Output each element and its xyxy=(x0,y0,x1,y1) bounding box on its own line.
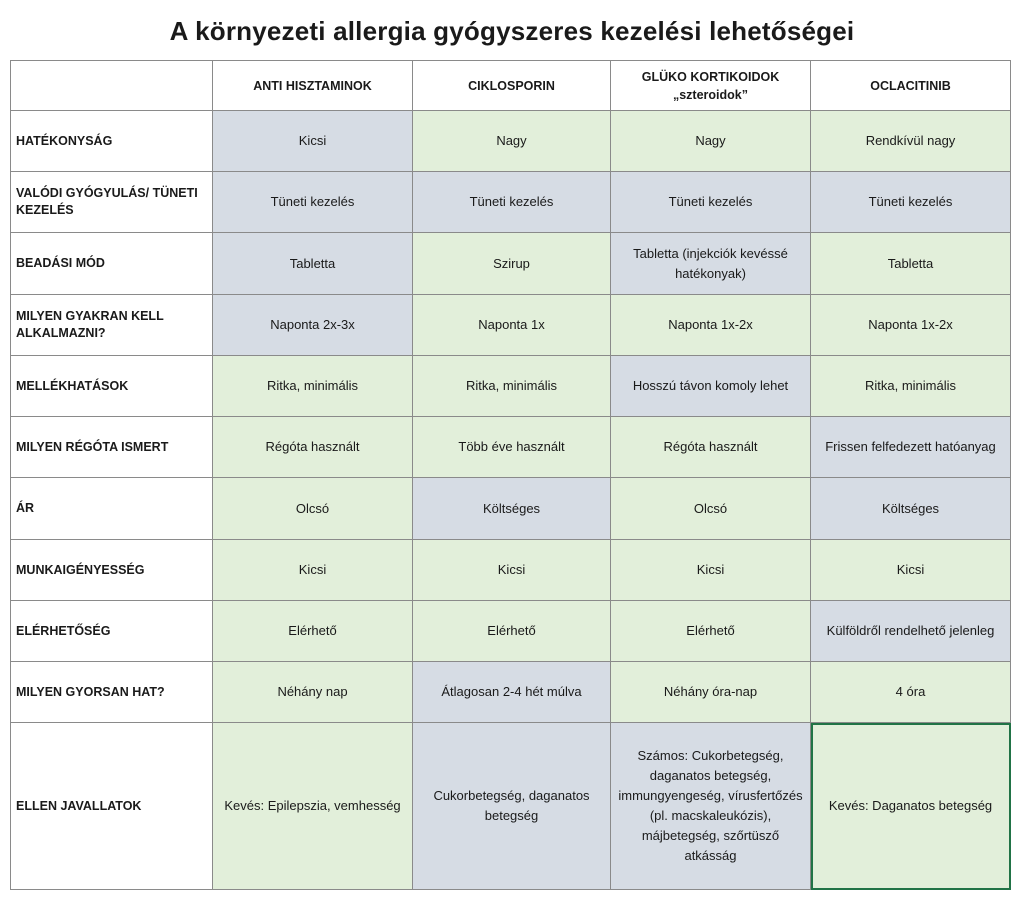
table-cell[interactable]: Tüneti kezelés xyxy=(811,172,1011,233)
row-header[interactable]: ELLEN JAVALLATOK xyxy=(11,723,213,890)
table-row xyxy=(11,417,1011,478)
table-row xyxy=(11,111,1011,172)
table-cell[interactable]: Naponta 1x-2x xyxy=(811,295,1011,356)
table-cell[interactable]: Néhány óra-nap xyxy=(611,662,811,723)
table-cell[interactable]: Néhány nap xyxy=(213,662,413,723)
table-cell[interactable]: Olcsó xyxy=(213,478,413,540)
table-cell[interactable]: Tüneti kezelés xyxy=(413,172,611,233)
table-cell[interactable]: Elérhető xyxy=(213,601,413,662)
table-cell[interactable]: Tabletta xyxy=(213,233,413,295)
table-row xyxy=(11,601,1011,662)
table-cell[interactable]: Hosszú távon komoly lehet xyxy=(611,356,811,417)
table-row xyxy=(11,172,1011,233)
row-header[interactable]: ELÉRHETŐSÉG xyxy=(11,601,213,662)
column-header[interactable]: ANTI HISZTAMINOK xyxy=(213,61,413,111)
header-row xyxy=(11,61,1011,111)
table-cell[interactable]: Ritka, minimális xyxy=(811,356,1011,417)
selected-cell[interactable]: Kevés: Daganatos betegség xyxy=(811,723,1011,890)
table-cell[interactable]: Naponta 1x-2x xyxy=(611,295,811,356)
column-header[interactable]: GLÜKO KORTIKOIDOK „szteroidok” xyxy=(611,61,811,111)
table-cell[interactable]: Ritka, minimális xyxy=(413,356,611,417)
table-cell[interactable]: Kevés: Epilepszia, vemhesség xyxy=(213,723,413,890)
table-cell[interactable]: Tabletta xyxy=(811,233,1011,295)
table-row xyxy=(11,540,1011,601)
table-row xyxy=(11,662,1011,723)
table-cell[interactable]: 4 óra xyxy=(811,662,1011,723)
row-header[interactable]: MUNKAIGÉNYESSÉG xyxy=(11,540,213,601)
table-cell[interactable]: Cukorbetegség, daganatos betegség xyxy=(413,723,611,890)
table-cell[interactable]: Régóta használt xyxy=(213,417,413,478)
table-cell[interactable]: Költséges xyxy=(413,478,611,540)
page-title: A környezeti allergia gyógyszeres kezelési lehetőségei xyxy=(169,16,855,46)
table-cell[interactable]: Szirup xyxy=(413,233,611,295)
table-cell[interactable]: Külföldről rendelhető jelenleg xyxy=(811,601,1011,662)
table-cell[interactable]: Naponta 1x xyxy=(413,295,611,356)
row-header[interactable]: MILYEN GYORSAN HAT? xyxy=(11,662,213,723)
table-row xyxy=(11,233,1011,295)
table-cell[interactable]: Számos: Cukorbetegség, daganatos betegség, immungyengeség, vírusfertőzés (pl. macskaleukózis), májbetegség, szőrtüsző atkásság xyxy=(611,723,811,890)
table-cell[interactable]: Költséges xyxy=(811,478,1011,540)
table-cell[interactable]: Kicsi xyxy=(213,111,413,172)
row-header[interactable]: MILYEN GYAKRAN KELL ALKALMAZNI? xyxy=(11,295,213,356)
table-cell[interactable]: Naponta 2x-3x xyxy=(213,295,413,356)
row-header[interactable]: ÁR xyxy=(11,478,213,540)
table-row xyxy=(11,295,1011,356)
table-cell[interactable]: Elérhető xyxy=(611,601,811,662)
column-header[interactable]: CIKLOSPORIN xyxy=(413,61,611,111)
table-cell[interactable]: Kicsi xyxy=(213,540,413,601)
table-cell[interactable]: Frissen felfedezett hatóanyag xyxy=(811,417,1011,478)
table-cell[interactable]: Nagy xyxy=(413,111,611,172)
row-header[interactable]: MILYEN RÉGÓTA ISMERT xyxy=(11,417,213,478)
table-cell[interactable]: Olcsó xyxy=(611,478,811,540)
table-cell[interactable]: Tabletta (injekciók kevéssé hatékonyak) xyxy=(611,233,811,295)
table-cell[interactable]: Kicsi xyxy=(413,540,611,601)
table-cell[interactable]: Kicsi xyxy=(611,540,811,601)
column-header[interactable]: OCLACITINIB xyxy=(811,61,1011,111)
table-cell[interactable]: Kicsi xyxy=(811,540,1011,601)
comparison-table xyxy=(10,60,1011,890)
row-header[interactable]: VALÓDI GYÓGYULÁS/ TÜNETI KEZELÉS xyxy=(11,172,213,233)
table-row xyxy=(11,356,1011,417)
table-cell[interactable]: Régóta használt xyxy=(611,417,811,478)
table-cell[interactable]: Tüneti kezelés xyxy=(213,172,413,233)
table-cell[interactable]: Nagy xyxy=(611,111,811,172)
corner-cell[interactable] xyxy=(11,61,213,111)
table-cell[interactable]: Több éve használt xyxy=(413,417,611,478)
row-header[interactable]: HATÉKONYSÁG xyxy=(11,111,213,172)
table-row xyxy=(11,478,1011,540)
table-cell[interactable]: Ritka, minimális xyxy=(213,356,413,417)
table-cell[interactable]: Tüneti kezelés xyxy=(611,172,811,233)
table-cell[interactable]: Átlagosan 2-4 hét múlva xyxy=(413,662,611,723)
table-cell[interactable]: Elérhető xyxy=(413,601,611,662)
row-header[interactable]: BEADÁSI MÓD xyxy=(11,233,213,295)
table-cell[interactable]: Rendkívül nagy xyxy=(811,111,1011,172)
table-row xyxy=(11,723,1011,890)
row-header[interactable]: MELLÉKHATÁSOK xyxy=(11,356,213,417)
